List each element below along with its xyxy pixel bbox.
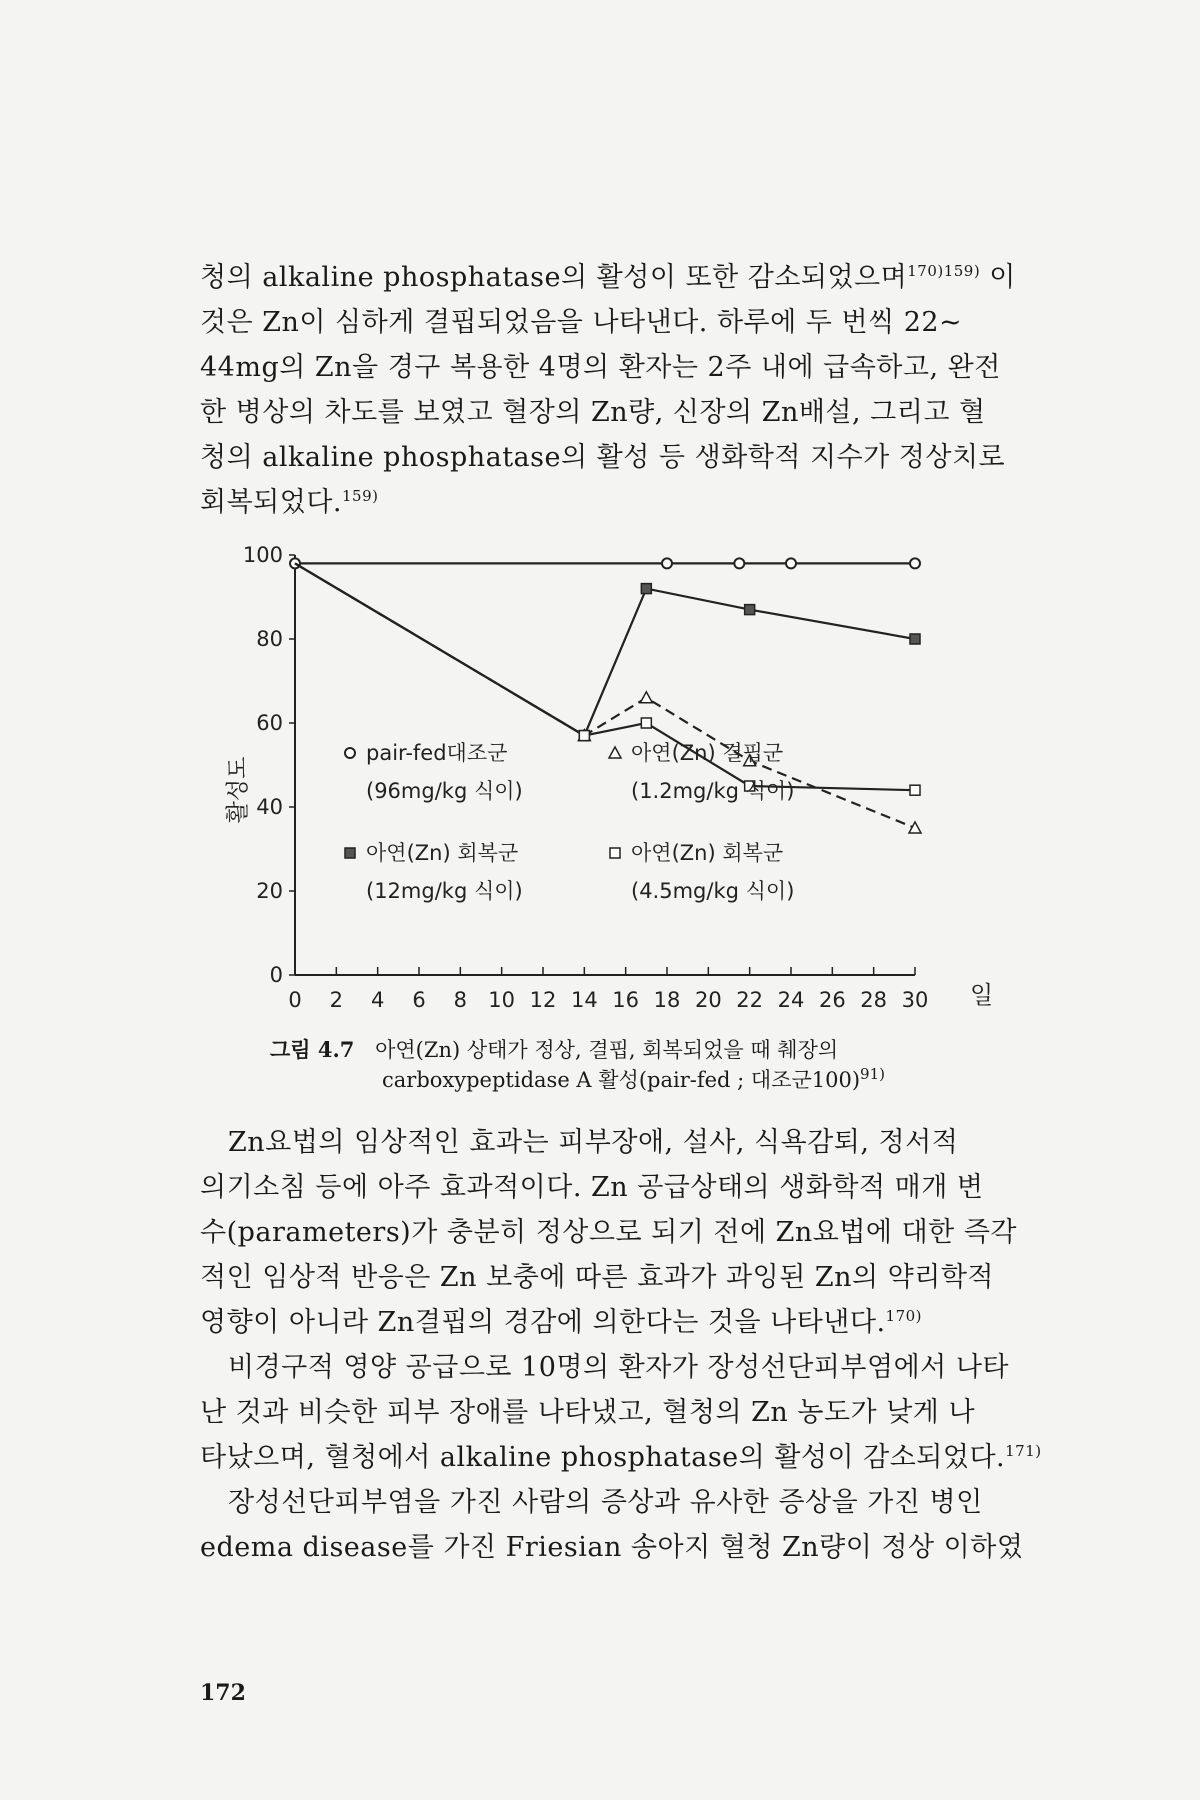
data-point-circle (786, 558, 796, 568)
activity-line-chart (200, 520, 1000, 1030)
x-tick-label: 24 (777, 988, 805, 1012)
legend-label: 아연(Zn) 회복군 (631, 841, 784, 865)
x-tick-label: 16 (612, 988, 640, 1012)
paragraph-3-line-3: 타났으며, 혈청에서 alkaline phosphatase의 활성이 감소되었다.$^{171)}$ (200, 1442, 1042, 1473)
x-tick-label: 4 (370, 988, 385, 1012)
paragraph-2-line-5: 영향이 아니라 Zn결핍의 경감에 의한다는 것을 나타낸다.$^{170)}$ (200, 1307, 923, 1338)
x-tick-label: 14 (570, 988, 598, 1012)
caption-line-2: carboxypeptidase A 활성(pair-fed ; 대조군100)$^{91)}$ (382, 1065, 885, 1092)
legend-label-sub: (96mg/kg 식이) (366, 779, 523, 803)
y-tick-label: 20 (256, 879, 283, 903)
data-point-open-square (641, 718, 651, 728)
data-point-circle (734, 558, 744, 568)
x-tick-label: 28 (860, 988, 888, 1012)
paragraph-2-line-4: 적인 임상적 반응은 Zn 보충에 따른 효과가 과잉된 Zn의 약리학적 (200, 1262, 995, 1293)
paragraph-1-line-2: 것은 Zn이 심하게 결핍되었음을 나타낸다. 하루에 두 번씩 22~ (200, 307, 963, 338)
paragraph-2-line-3: 수(parameters)가 충분히 정상으로 되기 전에 Zn요법에 대한 즉각 (200, 1217, 1017, 1248)
legend-label: 아연(Zn) 결핍군 (631, 741, 784, 765)
figure-chart (200, 520, 1000, 1030)
paragraph-1-line-4: 한 병상의 차도를 보였고 혈장의 Zn량, 신장의 Zn배설, 그리고 혈 (200, 397, 986, 428)
data-point-circle (910, 558, 920, 568)
legend-label-sub: (4.5mg/kg 식이) (631, 879, 795, 903)
paragraph-1-line-1: 청의 alkaline phosphatase의 활성이 또한 감소되었으며$^{170)159)}$ 이 (200, 262, 1016, 293)
footnote-ref: 171) (1005, 1442, 1042, 1460)
paragraph-2-line-1: Zn요법의 임상적인 효과는 피부장애, 설사, 식욕감퇴, 정서적 (228, 1127, 959, 1158)
paragraph-2 (200, 1120, 1017, 1345)
data-point-open-square (910, 785, 920, 795)
paragraph-4 (200, 1480, 1024, 1570)
y-tick-label: 40 (256, 795, 283, 819)
caption-line-1: 아연(Zn) 상태가 정상, 결핍, 회복되었을 때 췌장의 (375, 1038, 839, 1062)
series-line-1 (295, 563, 915, 735)
paragraph-4-line-1: 장성선단피부염을 가진 사람의 증상과 유사한 증상을 가진 병인 (228, 1487, 983, 1518)
x-tick-label: 2 (329, 988, 344, 1012)
x-tick-label: 22 (736, 988, 764, 1012)
paragraph-1-line-6: 회복되었다.$^{159)}$ (200, 487, 379, 518)
x-tick-label: 30 (901, 988, 929, 1012)
x-tick-label: 0 (288, 988, 302, 1012)
legend-label: pair-fed대조군 (366, 741, 508, 765)
legend-marker-triangle (609, 747, 621, 758)
x-axis-label: 일 (970, 981, 994, 1009)
data-point-circle (662, 558, 672, 568)
x-tick-label: 12 (529, 988, 557, 1012)
y-tick-label: 60 (256, 711, 283, 735)
x-tick-label: 8 (453, 988, 468, 1012)
paragraph-1-line-5: 청의 alkaline phosphatase의 활성 등 생화학적 지수가 정상치로 (200, 442, 1006, 473)
data-point-triangle (640, 692, 652, 703)
y-tick-label: 80 (256, 627, 283, 651)
caption-label: 그림 4.7 (270, 1037, 355, 1062)
paragraph-4-line-2: edema disease를 가진 Friesian 송아지 혈청 Zn량이 정상 이하였 (200, 1532, 1024, 1563)
page-number: 172 (200, 1680, 246, 1706)
data-point-filled-square (641, 584, 651, 594)
footnote-ref: 91) (860, 1065, 885, 1083)
legend-label-sub: (1.2mg/kg 식이) (631, 779, 795, 803)
x-tick-label: 6 (412, 988, 426, 1012)
x-tick-label: 26 (818, 988, 846, 1012)
paragraph-3-line-1: 비경구적 영양 공급으로 10명의 환자가 장성선단피부염에서 나타 (228, 1352, 1009, 1383)
paragraph-3 (200, 1345, 1042, 1480)
y-axis-label: 활성도 (225, 756, 251, 824)
legend-label: 아연(Zn) 회복군 (366, 841, 519, 865)
data-point-filled-square (910, 634, 920, 644)
footnote-ref: 170)159) (907, 262, 981, 280)
footnote-ref: 159) (342, 487, 379, 505)
x-tick-label: 10 (488, 988, 516, 1012)
legend-marker-filled-square (345, 848, 355, 858)
paragraph-2-line-2: 의기소침 등에 아주 효과적이다. Zn 공급상태의 생화학적 매개 변 (200, 1172, 984, 1203)
legend-marker-open-square (610, 848, 620, 858)
data-point-filled-square (745, 605, 755, 615)
paragraph-1 (200, 255, 1016, 525)
data-point-open-square (579, 731, 589, 741)
legend-label-sub: (12mg/kg 식이) (366, 879, 523, 903)
legend-marker-circle (345, 748, 355, 758)
y-tick-label: 0 (269, 963, 283, 987)
figure-caption (270, 1035, 1010, 1095)
paragraph-3-line-2: 난 것과 비슷한 피부 장애를 나타냈고, 혈청의 Zn 농도가 낮게 나 (200, 1397, 976, 1428)
paragraph-1-line-3: 44mg의 Zn을 경구 복용한 4명의 환자는 2주 내에 급속하고, 완전 (200, 352, 1001, 383)
x-tick-label: 20 (694, 988, 722, 1012)
data-point-triangle (909, 822, 921, 833)
y-tick-label: 100 (242, 543, 283, 567)
x-tick-label: 18 (653, 988, 681, 1012)
footnote-ref: 170) (885, 1307, 923, 1325)
